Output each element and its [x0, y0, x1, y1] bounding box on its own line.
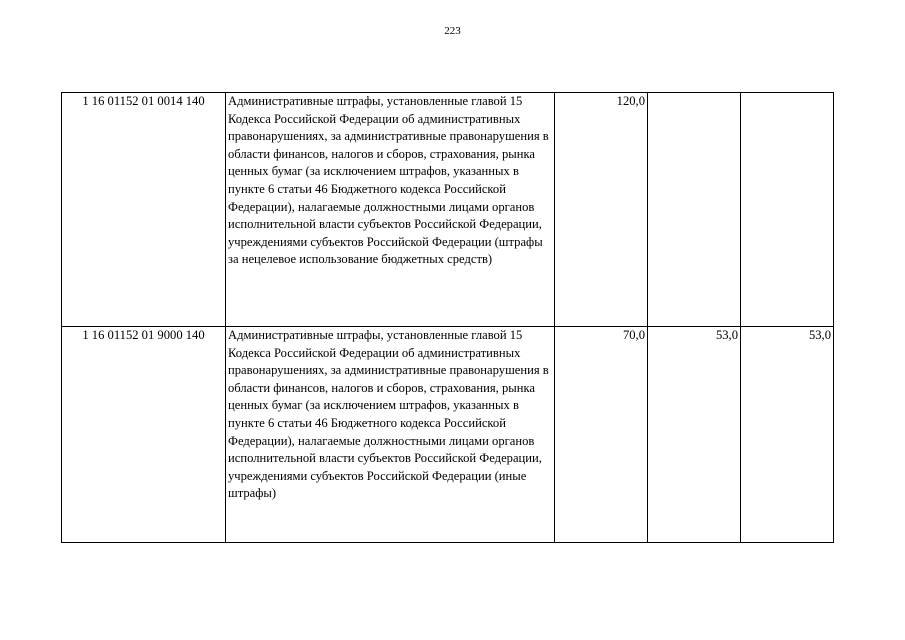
table-row — [62, 93, 834, 327]
revenue-code-cell: 1 16 01152 01 0014 140 — [62, 93, 226, 327]
value-cell-3 — [741, 93, 834, 327]
table-row — [62, 327, 834, 543]
revenue-code-cell: 1 16 01152 01 9000 140 — [62, 327, 226, 543]
page-number: 223 — [444, 25, 461, 37]
budget-table — [61, 92, 834, 543]
value-cell-2 — [648, 93, 741, 327]
value-cell-1: 120,0 — [555, 93, 648, 327]
revenue-description-cell: Административные штрафы, установленные главой 15 Кодекса Российской Федерации об административных правонарушениях, за административные правонарушения в области финансов, налогов и сборов, страхования, рынка ценных бумаг (за исключением штрафов, указанных в пункте 6 статьи 46 Бюджетного кодекса Российской Федерации), налагаемые должностными лицами органов исполнительной власти субъектов Российской Федерации, учреждениями субъектов Российской Федерации (штрафы за нецелевое использование бюджетных средств) — [226, 93, 555, 327]
value-cell-3: 53,0 — [741, 327, 834, 543]
value-cell-1: 70,0 — [555, 327, 648, 543]
value-cell-2: 53,0 — [648, 327, 741, 543]
revenue-description-cell: Административные штрафы, установленные главой 15 Кодекса Российской Федерации об административных правонарушениях, за административные правонарушения в области финансов, налогов и сборов, страхования, рынка ценных бумаг (за исключением штрафов, указанных в пункте 6 статьи 46 Бюджетного кодекса Российской Федерации), налагаемые должностными лицами органов исполнительной власти субъектов Российской Федерации, учреждениями субъектов Российской Федерации (иные штрафы) — [226, 327, 555, 543]
